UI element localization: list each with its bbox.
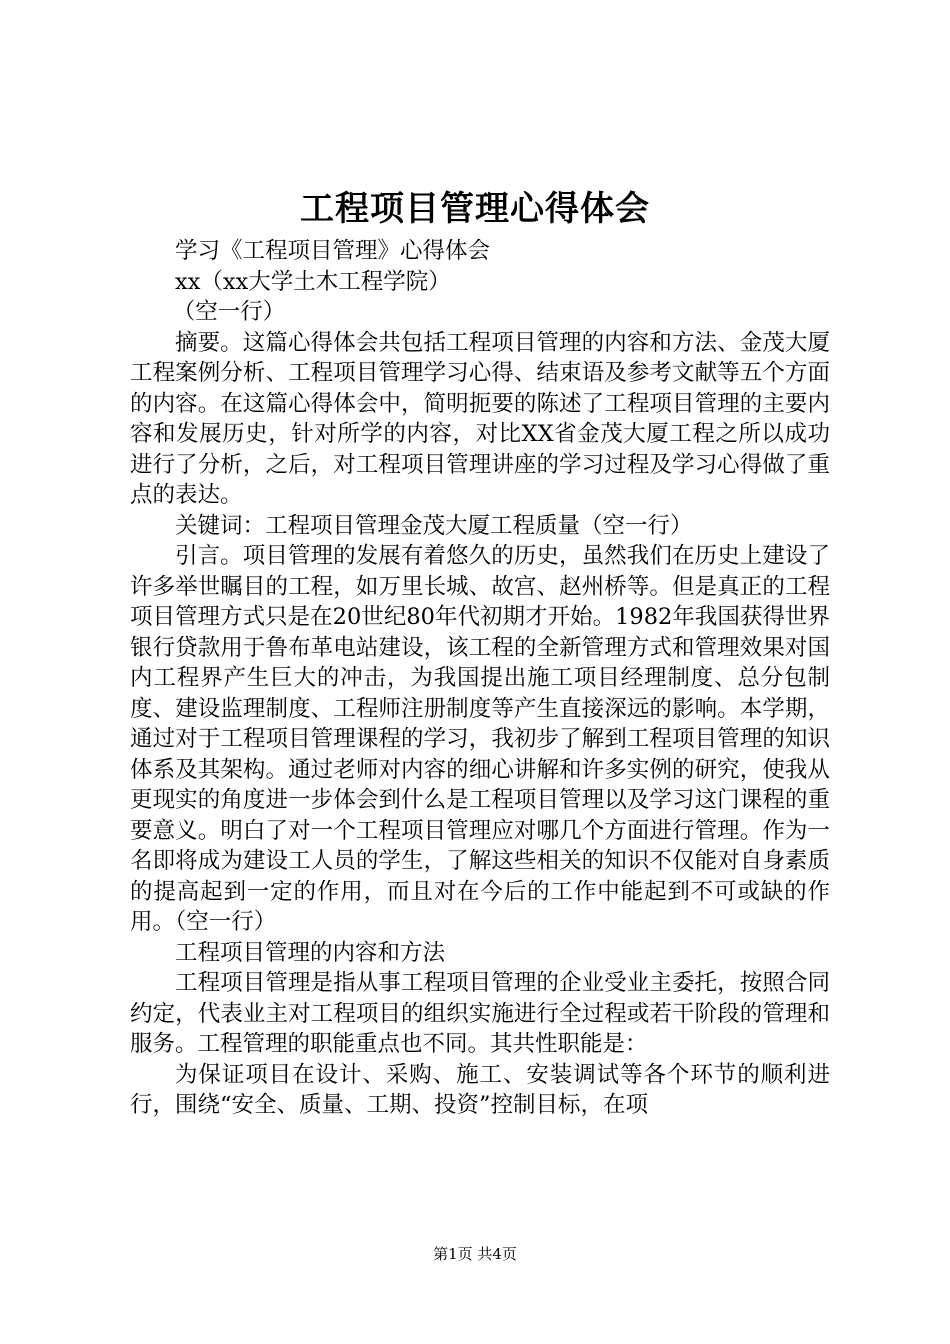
body-paragraph: 为保证项目在设计、采购、施工、安装调试等各个环节的顺利进行，围绕“安全、质量、工期、投资”控制目标，在项 — [130, 1061, 830, 1118]
abstract-paragraph: 摘要。这篇心得体会共包括工程项目管理的内容和方法、金茂大厦工程案例分析、工程项目管理学习心得、结束语及参考文献等五个方面的内容。在这篇心得体会中，简明扼要的陈述了工程项目管理的主要内容和发展历史，针对所学的内容，对比XX省金茂大厦工程之所以成功进行了分析，之后，对工程项目管理讲座的学习过程及学习心得做了重点的表达。 — [130, 329, 830, 508]
subtitle-line: 学习《工程项目管理》心得体会 — [175, 238, 491, 264]
body-paragraph: 工程项目管理是指从事工程项目管理的企业受业主委托，按照合同约定，代表业主对工程项目的组织实施进行全过程或若干阶段的管理和服务。工程管理的职能重点也不同。其共性职能是： — [130, 970, 830, 1057]
introduction-paragraph: 引言。项目管理的发展有着悠久的历史，虽然我们在历史上建设了许多举世瞩目的工程，如万里长城、故宫、赵州桥等。但是真正的工程项目管理方式只是在20世纪80年代初期才开始。1982年我国获得世界银行贷款用于鲁布革电站建设，该工程的全新管理方式和管理效果对国内工程界产生巨大的冲击，为我国提出施工项目经理制度、总分包制度、建设监理制度、工程师注册制度等产生直接深远的影响。本学期，通过对于工程项目管理课程的学习，我初步了解到工程项目管理的知识体系及其架构。通过老师对内容的细心讲解和许多实例的研究，使我从更现实的角度进一步体会到什么是工程项目管理以及学习这门课程的重要意义。明白了对一个工程项目管理应对哪几个方面进行管理。作为一名即将成为建设工人员的学生，了解这些相关的知识不仅能对自身素质的提高起到一定的作用，而且对在今后的工作中能起到不可或缺的作用。（空一行） — [130, 543, 830, 935]
page-title: 工程项目管理心得体会 — [300, 189, 650, 229]
blank-line-note: （空一行） — [172, 299, 286, 325]
section-heading: 工程项目管理的内容和方法 — [175, 939, 446, 966]
page-footer: 第1页 共4页 — [433, 1245, 517, 1263]
document-body — [130, 236, 830, 1121]
keywords-paragraph: 关键词：工程项目管理金茂大厦工程质量（空一行） — [175, 512, 693, 539]
author-line: xx（xx大学土木工程学院） — [175, 268, 451, 295]
